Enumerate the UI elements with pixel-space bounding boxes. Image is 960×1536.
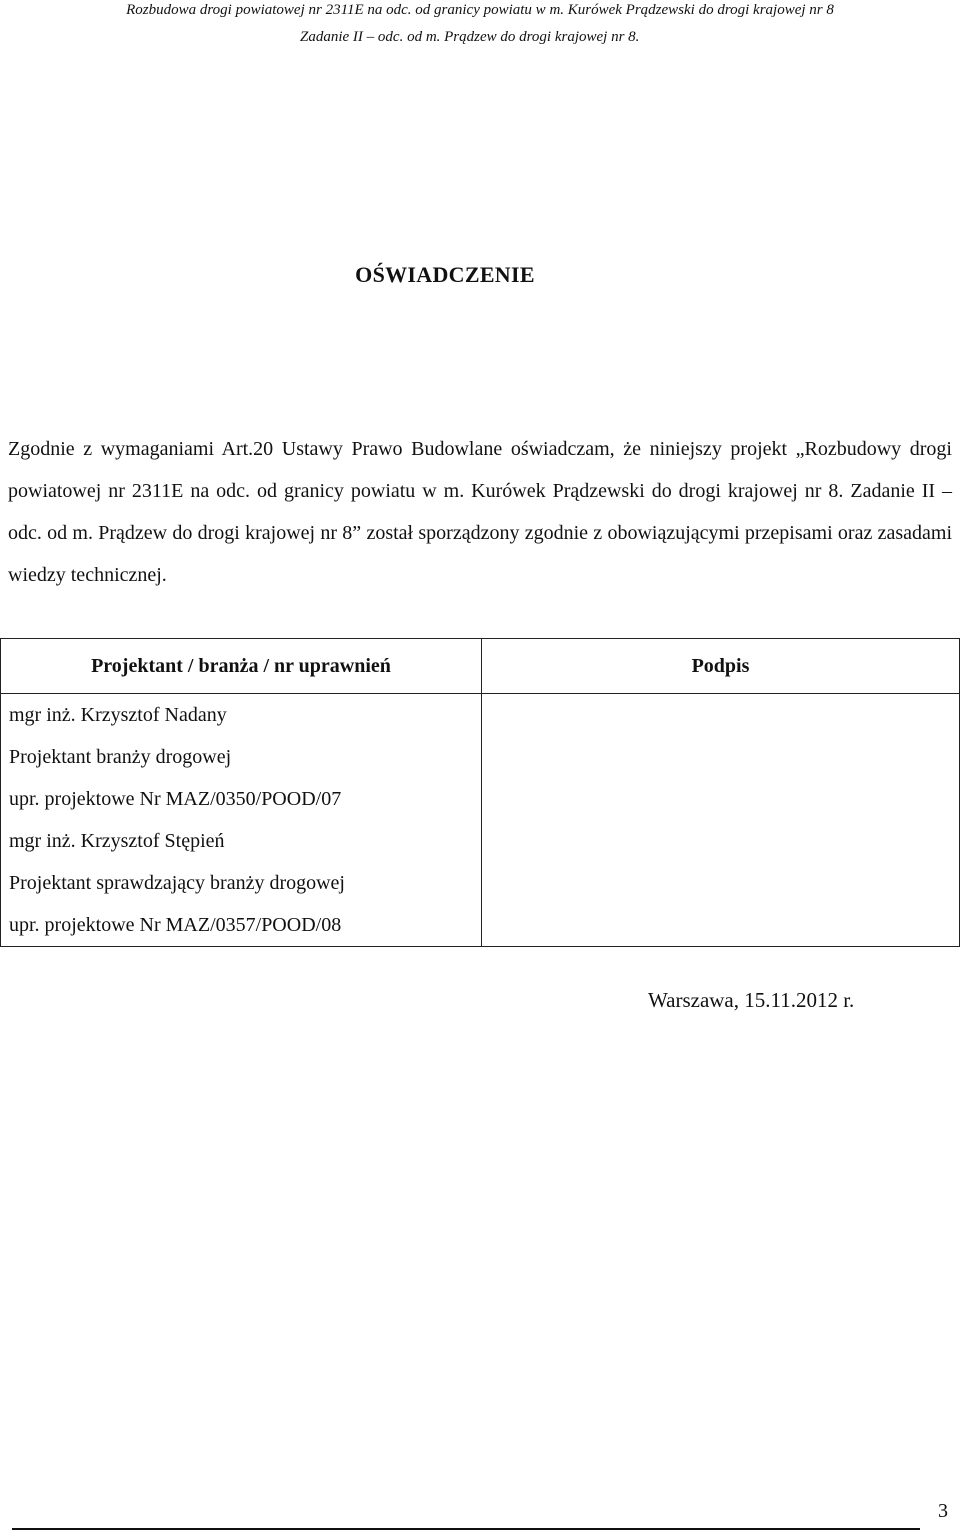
designer-role: Projektant branży drogowej: [9, 746, 232, 768]
signature-table: [0, 638, 960, 947]
footer-divider: [12, 1528, 920, 1530]
checker-name: mgr inż. Krzysztof Stępień: [9, 830, 225, 852]
page-number: 3: [938, 1500, 948, 1522]
table-row: [1, 694, 960, 947]
designer-name: mgr inż. Krzysztof Nadany: [9, 704, 227, 726]
signature-column-header: Podpis: [482, 639, 960, 694]
signature-cell: [482, 694, 960, 947]
table-header-row: [1, 639, 960, 694]
header-line-2: Zadanie II – odc. od m. Prądzew do drogi krajowej nr 8.: [300, 29, 640, 45]
header-line-1: Rozbudowa drogi powiatowej nr 2311E na odc. od granicy powiatu w m. Kurówek Prądzewski do drogi krajowej nr 8: [126, 2, 834, 18]
place-and-date: Warszawa, 15.11.2012 r.: [648, 988, 855, 1012]
designer-column-header: Projektant / branża / nr uprawnień: [1, 639, 482, 694]
document-title: OŚWIADCZENIE: [355, 262, 535, 287]
statement-paragraph: Zgodnie z wymaganiami Art.20 Ustawy Prawo Budowlane oświadczam, że niniejszy projekt „Rozbudowy drogi powiatowej nr 2311E na odc. od granicy powiatu w m. Kurówek Prądzewski do drogi krajowej nr 8. Zadanie II – odc. od m. Prądzew do drogi krajowej nr 8” został sporządzony zgodnie z obowiązującymi przepisami oraz zasadami wiedzy technicznej.: [8, 438, 952, 586]
checker-role: Projektant sprawdzający branży drogowej: [9, 872, 345, 894]
designer-license: upr. projektowe Nr MAZ/0350/POOD/07: [9, 788, 342, 810]
designer-info-cell: [1, 694, 482, 947]
checker-license: upr. projektowe Nr MAZ/0357/POOD/08: [9, 914, 342, 936]
